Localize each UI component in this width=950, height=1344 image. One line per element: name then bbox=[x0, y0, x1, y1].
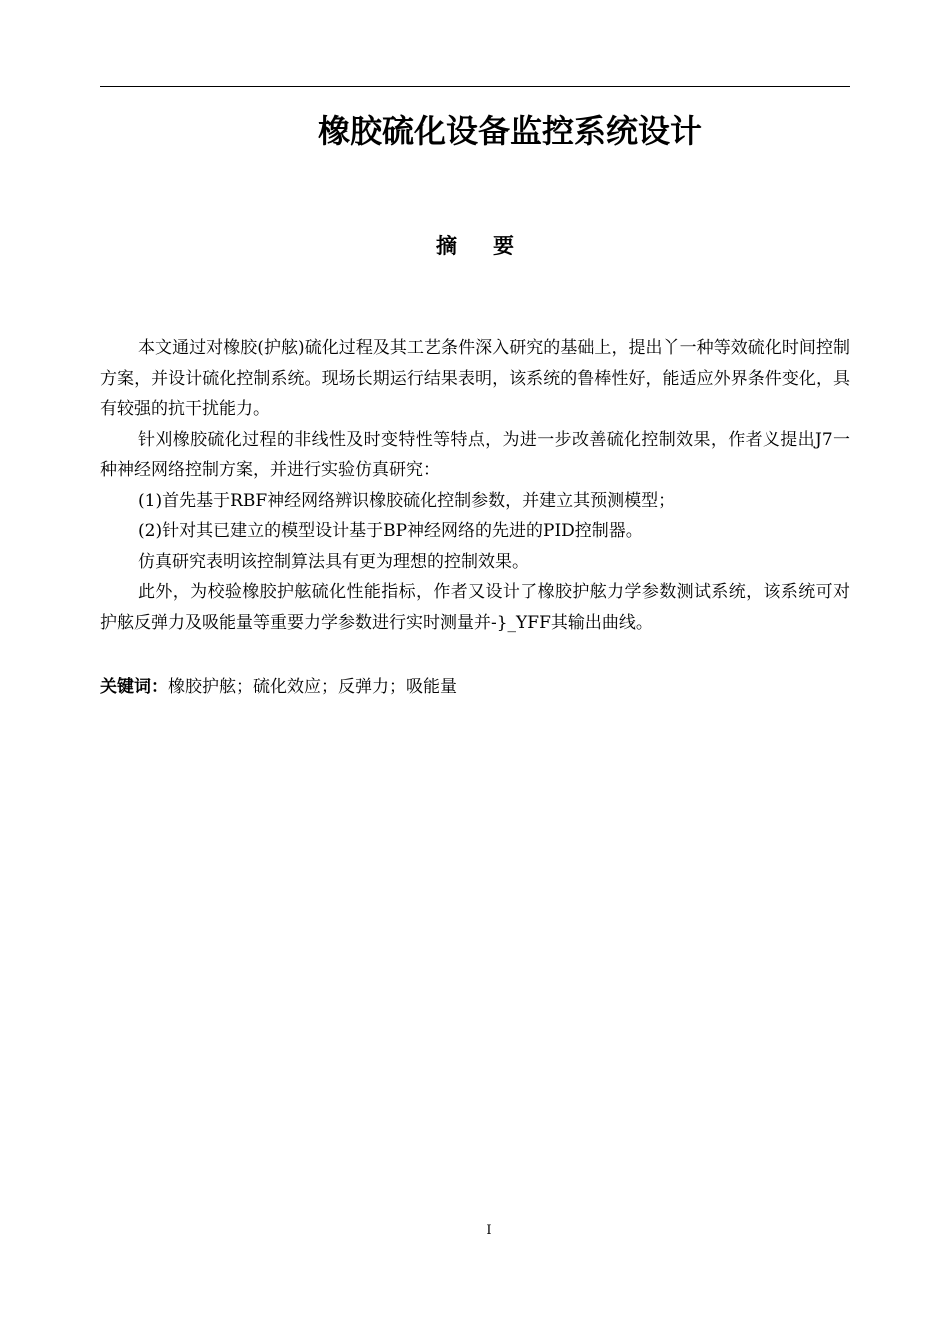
abstract-paragraph: 此外，为校验橡胶护舷硫化性能指标，作者又设计了橡胶护舷力学参数测试系统，该系统可对护舷反弹力及吸能量等重要力学参数进行实时测量并-}_YFF其输出曲线。 bbox=[100, 582, 850, 633]
abstract-paragraph: 针刈橡胶硫化过程的非线性及时变特性等特点，为进一步改善硫化控制效果，作者义提出J7一种神经网络控制方案，并进行实验仿真研究： bbox=[100, 429, 850, 480]
keywords-text: 橡胶护舷；硫化效应；反弹力；吸能量 bbox=[168, 677, 457, 697]
abstract-heading bbox=[100, 231, 850, 261]
abstract-paragraph: (2)针对其已建立的模型设计基于BP神经网络的先进的PID控制器。 bbox=[138, 521, 643, 541]
abstract-heading-char-1: 摘 bbox=[436, 234, 457, 258]
abstract-paragraph: 仿真研究表明该控制算法具有更为理想的控制效果。 bbox=[138, 551, 529, 572]
keywords-label: 关键词： bbox=[100, 677, 168, 697]
page-number: I bbox=[486, 1223, 492, 1238]
abstract-paragraph: 本文通过对橡胶(护舷)硫化过程及其工艺条件深入研究的基础上，提出丫一种等效硫化时间控制方案，并设计硫化控制系统。现场长期运行结果表明，该系统的鲁棒性好，能适应外界条件变化，具有较强的抗干扰能力。 bbox=[100, 338, 850, 419]
keywords-line bbox=[100, 673, 850, 701]
abstract-paragraph: (1)首先基于RBF神经网络辨识橡胶硫化控制参数，并建立其预测模型； bbox=[138, 490, 676, 511]
document-title: 橡胶硫化设备监控系统设计 bbox=[317, 112, 702, 150]
header-rule bbox=[100, 86, 850, 87]
abstract-heading-char-2: 要 bbox=[493, 234, 514, 258]
abstract-body bbox=[100, 333, 850, 638]
